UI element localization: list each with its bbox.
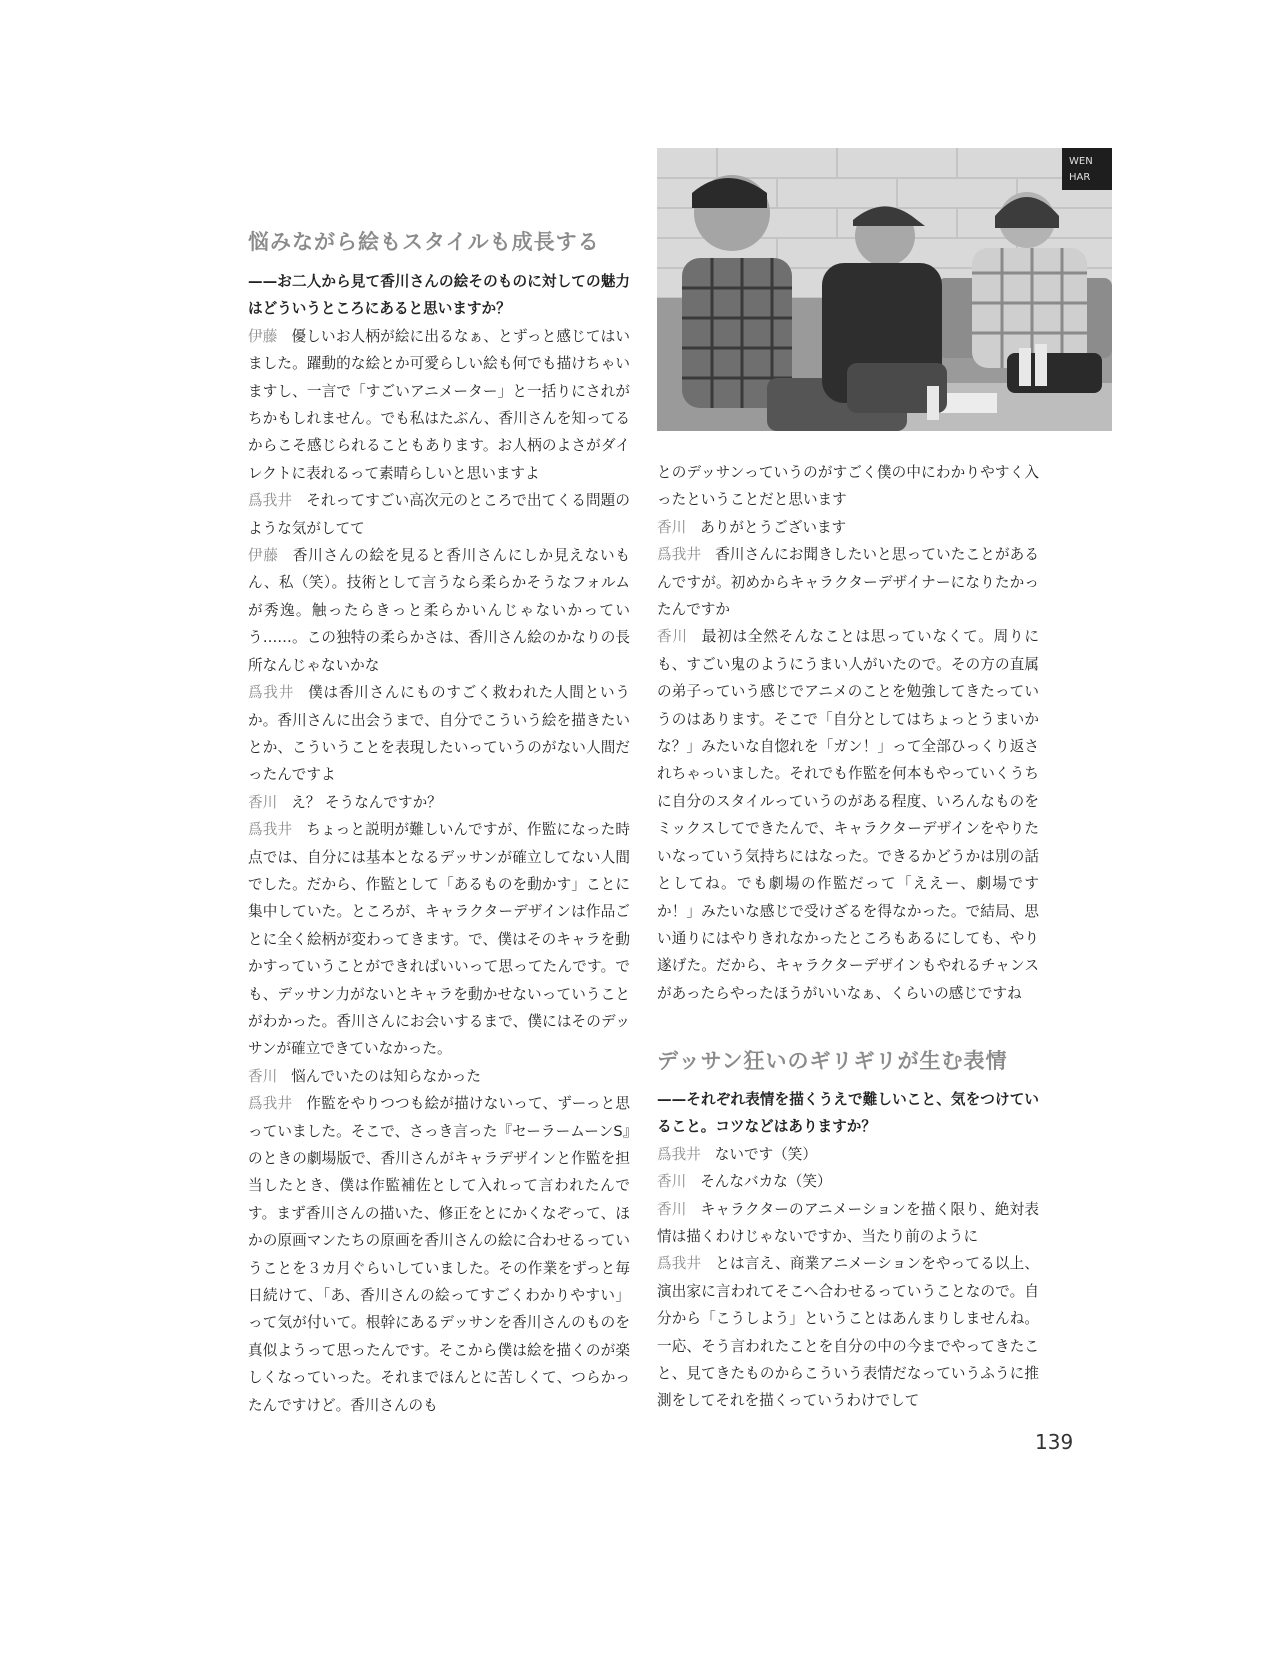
- svg-text:HAR: HAR: [1069, 172, 1091, 183]
- dialogue-paragraph: [248, 816, 630, 1063]
- speaker-name: 香川: [657, 1200, 687, 1218]
- speaker-name: 香川: [248, 1067, 278, 1085]
- speaker-name: 爲我井: [248, 684, 295, 702]
- dialogue-text: そんなバカな（笑）: [700, 1173, 832, 1191]
- dialogue-paragraph: [657, 1196, 1039, 1251]
- dialogue-text: 悩んでいたのは知らなかった: [291, 1067, 481, 1085]
- speaker-name: 伊藤: [248, 547, 279, 565]
- speaker-name: 爲我井: [657, 1255, 702, 1273]
- left-column-text: [248, 268, 630, 1419]
- speaker-name: 香川: [657, 1173, 687, 1191]
- dialogue-text: 香川さんにお聞きしたいと思っていたことがあるんですが。初めからキャラクターデザイナーになりたかったんですか: [657, 546, 1039, 619]
- speaker-name: 爲我井: [657, 546, 702, 564]
- dialogue-paragraph: [657, 1250, 1039, 1414]
- dialogue-text: 最初は全然そんなことは思っていなくて。周りにも、すごい鬼のようにうまい人がいたので。その方の直属の弟子っていう感じでアニメのことを勉強してきたっていうのはあります。そこで「自分としてはちょっとうまいかな？」みたいな自惚れを「ガン！」って全部ひっくり返されちゃっいました。それでも作監を何本もやっていくうちに自分のスタイルっていうのがある程度、いろんなものをミックスしてできたんで、キャラクターデザインをやりたいなっていう気持ちにはなった。できるかどうかは別の話としてね。でも劇場の作監だって「ええー、劇場ですか！」みたいな感じで受けざるを得なかった。で結局、思い通りにはやりきれなかったところもあるにしても、やり遂げた。だから、キャラクターデザインもやれるチャンスがあったらやったほうがいいなぁ、くらいの感じですね: [657, 628, 1039, 1002]
- dialogue-paragraph: [248, 542, 630, 679]
- dialogue-paragraph: [657, 623, 1039, 1007]
- dialogue-paragraph: [657, 541, 1039, 623]
- dialogue-paragraph: [248, 679, 630, 789]
- speaker-name: 爲我井: [248, 492, 293, 510]
- speaker-name: 爲我井: [248, 821, 293, 839]
- speaker-name: 爲我井: [248, 1095, 293, 1113]
- photo-three-people-icon: [657, 148, 1112, 431]
- dialogue-paragraph: [657, 1168, 1039, 1195]
- section-heading-left: 悩みながら絵もスタイルも成長する: [248, 230, 600, 254]
- dialogue-text: 香川さんの絵を見ると香川さんにしか見えないもん、私（笑）。技術として言うなら柔らかそうなフォルムが秀逸。触ったらきっと柔らかいんじゃないかっていう……。この独特の柔らかさは、香川さん絵のかなりの長所なんじゃないかな: [248, 547, 630, 674]
- dialogue-paragraph: [248, 323, 630, 487]
- speaker-name: 香川: [248, 793, 278, 811]
- section-heading-right: デッサン狂いのギリギリが生む表情: [657, 1049, 1008, 1073]
- right-column-text-top: [657, 459, 1039, 1007]
- interview-question: ——お二人から見て香川さんの絵そのものに対しての魅力はどういうところにあると思いますか？: [248, 273, 630, 318]
- dialogue-text: ないです（笑）: [714, 1145, 817, 1163]
- right-column-text-bottom: [657, 1086, 1039, 1415]
- dialogue-paragraph: [248, 1090, 630, 1419]
- speaker-name: 爲我井: [657, 1145, 701, 1163]
- dialogue-paragraph: [657, 514, 1039, 541]
- dialogue-paragraph: [248, 487, 630, 542]
- dialogue-text: ありがとうございます: [700, 518, 847, 536]
- dialogue-text: キャラクターのアニメーションを描く限り、絶対表情は描くわけじゃないですか、当たり前のように: [657, 1200, 1039, 1246]
- page-number: 139: [1035, 1430, 1074, 1454]
- dialogue-paragraph: [657, 1141, 1039, 1168]
- dialogue-text: とは言え、商業アニメーションをやってる以上、演出家に言われてそこへ合わせるっていうことなので。自分から「こうしよう」ということはあんまりしませんね。一応、そう言われたことを自分の中の今までやってきたこと、見てきたものからこういう表情だなっていうふうに推測をしてそれを描くっていうわけでして: [657, 1255, 1039, 1410]
- speaker-name: 香川: [657, 628, 688, 646]
- speaker-name: 伊藤: [248, 327, 278, 345]
- dialogue-text: ちょっと説明が難しいんですが、作監になった時点では、自分には基本となるデッサンが確立してない人間でした。だから、作監として「あるものを動かす」ことに集中していた。ところが、キャラクターデザインは作品ごとに全く絵柄が変わってきます。で、僕はそのキャラを動かすっていうことができればいいって思ってたんです。でも、デッサン力がないとキャラを動かせないっていうことがわかった。香川さんにお会いするまで、僕にはそのデッサンが確立できていなかった。: [248, 821, 630, 1058]
- interview-photo: [657, 148, 1112, 431]
- dialogue-text: 作監をやりつつも絵が描けないって、ずーっと思っていました。そこで、さっき言った『セーラームーンS』のときの劇場版で、香川さんがキャラデザインと作監を担当したとき、僕は作監補佐として入れって言われたんです。まず香川さんの描いた、修正をとにかくなぞって、ほかの原画マンたちの原画を香川さんの絵に合わせるっていうことを３カ月ぐらいしていました。その作業をずっと毎日続けて、「あ、香川さんの絵ってすごくわかりやすい」って気が付いて。根幹にあるデッサンを香川さんのものを真似ようって思ったんです。そこから僕は絵を描くのが楽しくなっていった。それまでほんとに苦しくて、つらかったんですけど。香川さんのも: [248, 1095, 630, 1414]
- dialogue-text: それってすごい高次元のところで出てくる問題のような気がしてて: [248, 492, 630, 537]
- dialogue-paragraph: [248, 789, 630, 816]
- interview-question: ——それぞれ表情を描くうえで難しいこと、気をつけていること。コツなどはありますか？: [657, 1091, 1039, 1136]
- dialogue-text: 優しいお人柄が絵に出るなぁ、とずっと感じてはいました。躍動的な絵とか可愛らしい絵も何でも描けちゃいますし、一言で「すごいアニメーター」と一括りにされがちかもしれません。でも私はたぶん、香川さんを知ってるからこそ感じられることもあります。お人柄のよさがダイレクトに表れるって素晴らしいと思いますよ: [248, 327, 630, 482]
- speaker-name: 香川: [657, 518, 687, 536]
- svg-text:WEN: WEN: [1069, 156, 1093, 167]
- dialogue-text: 僕は香川さんにものすごく救われた人間というか。香川さんに出会うまで、自分でこういう絵を描きたいとか、こういうことを表現したいっていうのがない人間だったんですよ: [248, 684, 630, 784]
- continued-text: とのデッサンっていうのがすごく僕の中にわかりやすく入ったということだと思います: [657, 464, 1039, 509]
- dialogue-paragraph: [248, 1063, 630, 1090]
- dialogue-text: え？ そうなんですか？: [291, 793, 442, 811]
